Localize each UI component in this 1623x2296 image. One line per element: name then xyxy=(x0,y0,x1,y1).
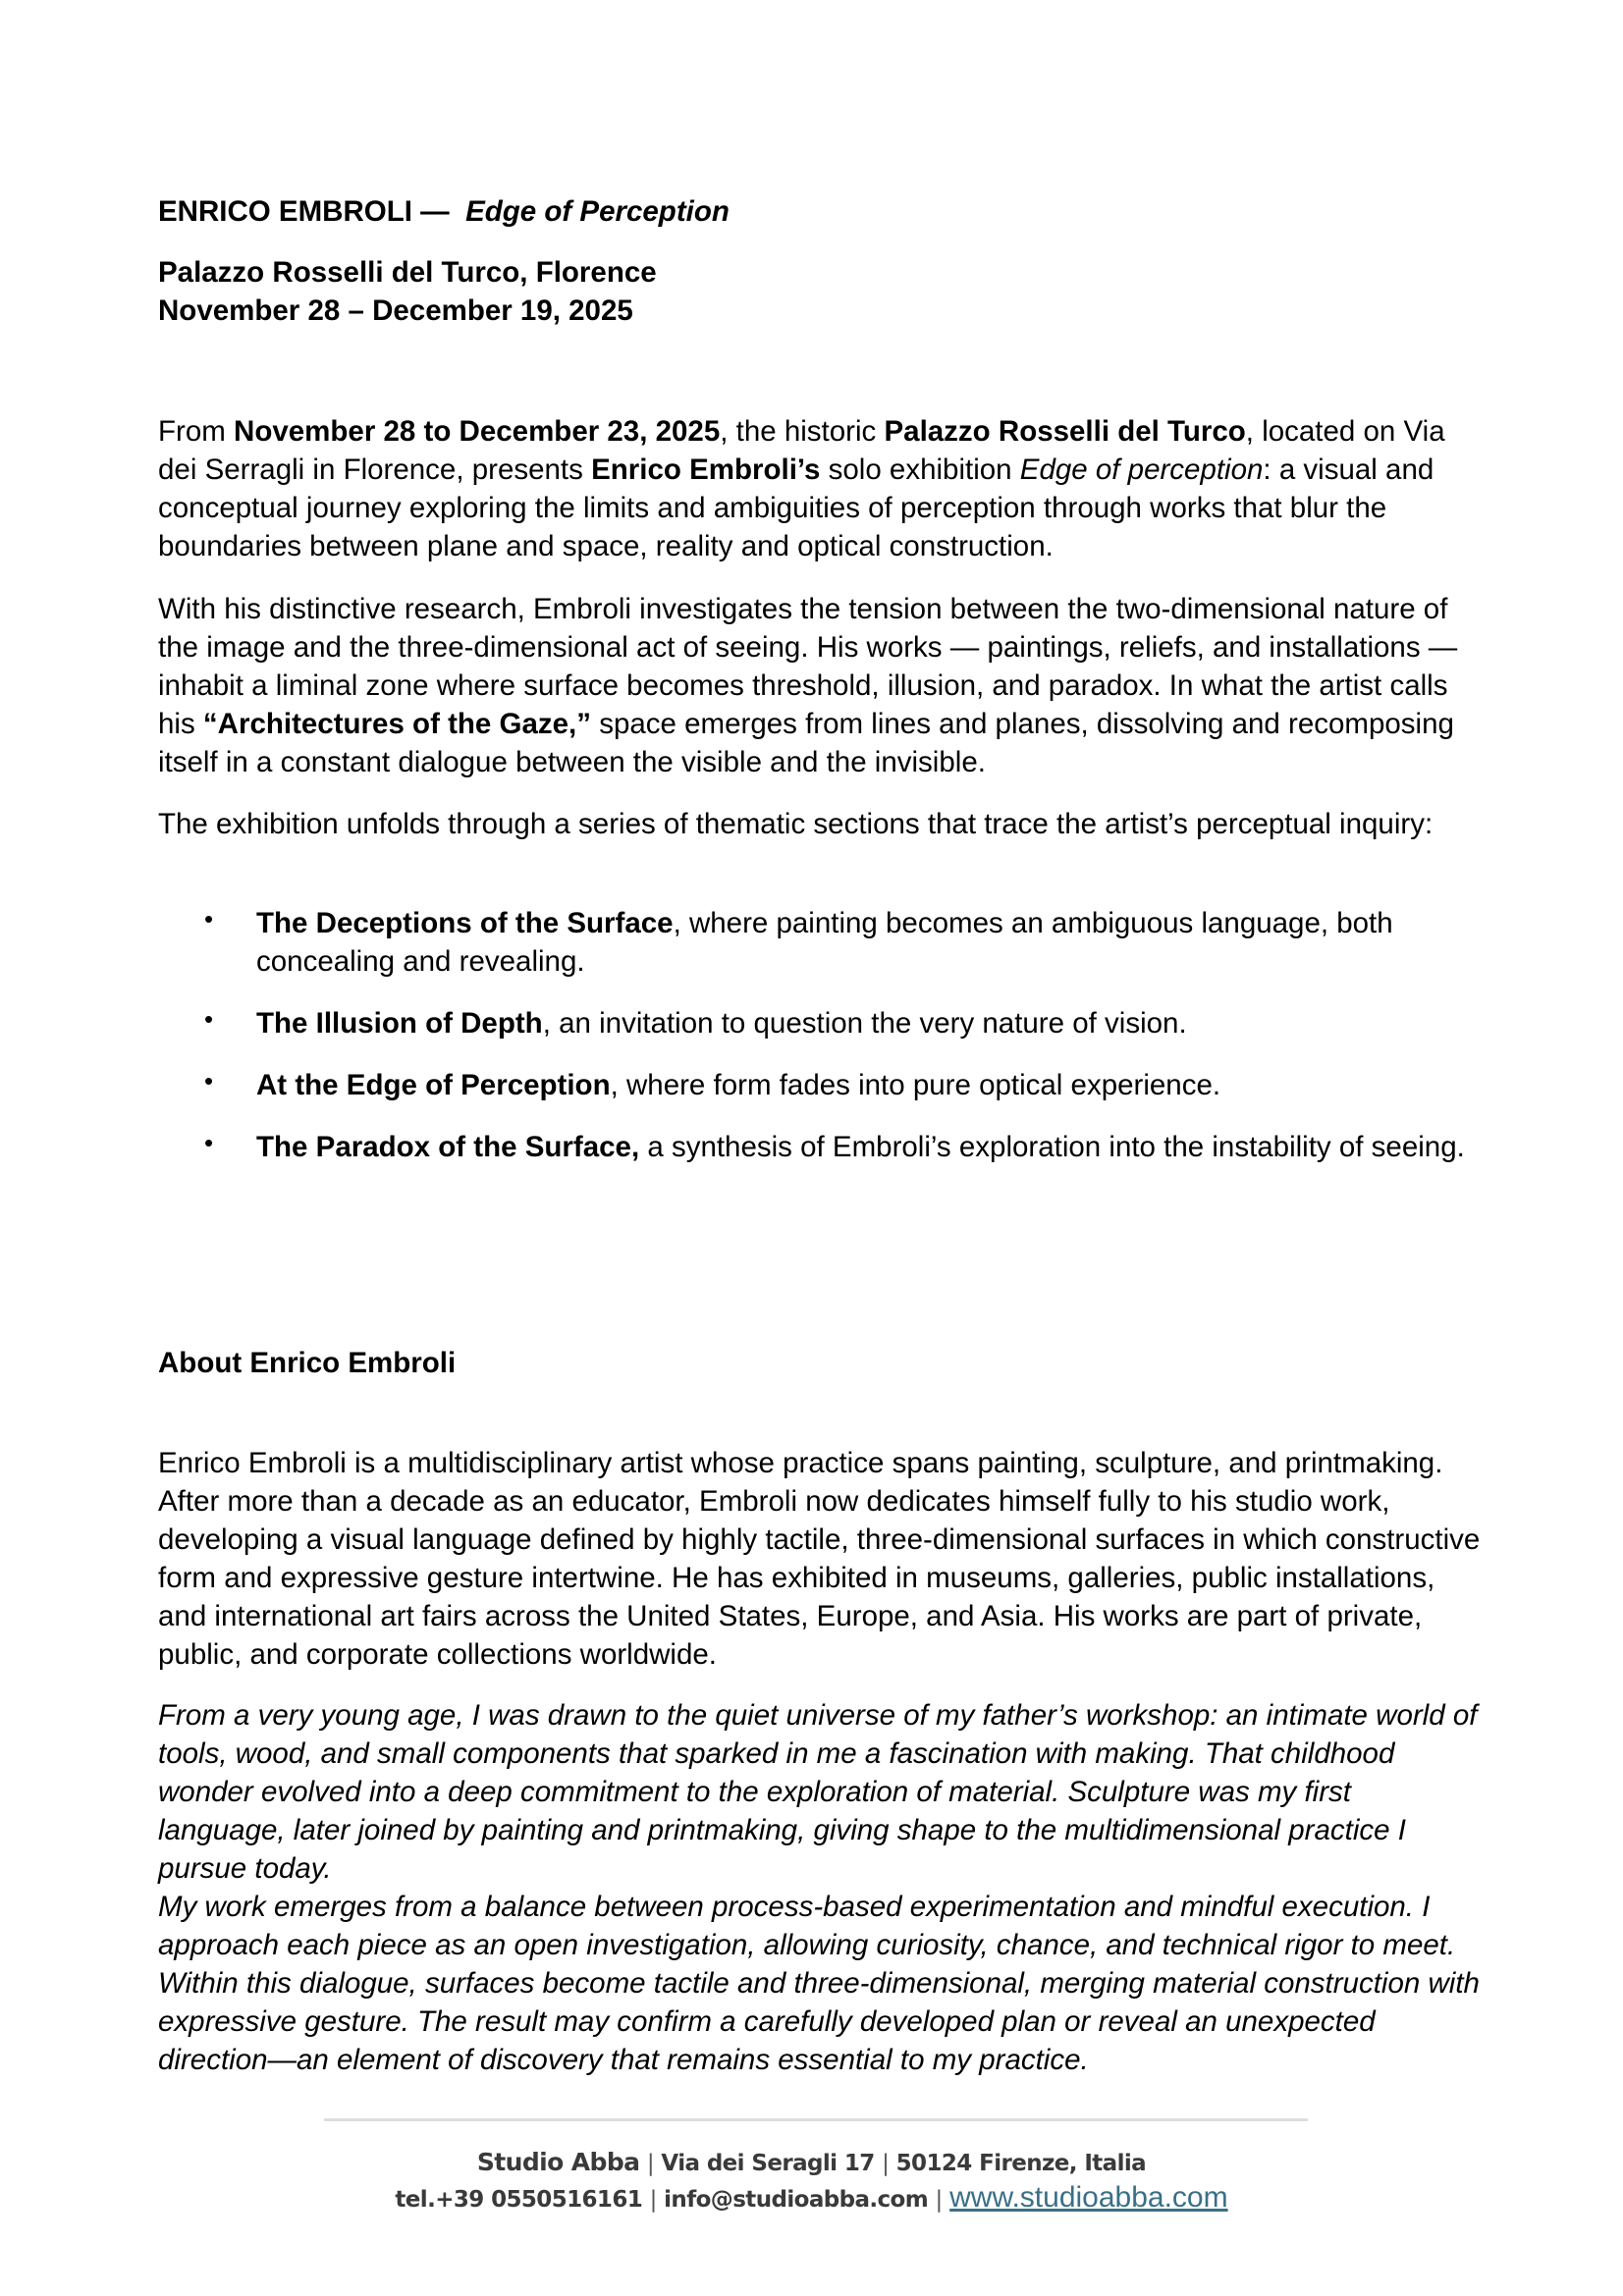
section-title: The Deceptions of the Surface xyxy=(256,907,674,939)
studio-name: Studio Abba xyxy=(476,2148,640,2176)
section-text: , an invitation to question the very nature of vision. xyxy=(542,1007,1187,1040)
text: : a visual and conceptual journey exploring the limits and ambiguities of perception through works that blur the boundaries between plane and space, reality and optical construction. xyxy=(158,454,1434,562)
separator: | xyxy=(935,2187,943,2213)
section-title: The Paradox of the Surface, xyxy=(256,1131,640,1163)
date-range: November 28 to December 23, 2025 xyxy=(234,415,721,448)
bullet-icon: • xyxy=(204,1004,214,1034)
section-title: The Illusion of Depth xyxy=(256,1007,543,1040)
dates: November 28 – December 19, 2025 xyxy=(158,294,633,327)
section-text: a synthesis of Embroli’s exploration into the instability of seeing. xyxy=(639,1131,1465,1163)
bullet-icon: • xyxy=(204,1066,214,1095)
list-item xyxy=(158,1066,1484,1104)
street-address: Via dei Seragli 17 xyxy=(661,2151,875,2176)
list-item xyxy=(158,1128,1484,1166)
intro-paragraph-3: The exhibition unfolds through a series of thematic sections that trace the artist’s perceptual inquiry: xyxy=(158,808,1434,840)
separator: | xyxy=(646,2151,654,2176)
bullet-icon: • xyxy=(204,1128,214,1157)
city: 50124 Firenze, Italia xyxy=(895,2151,1147,2176)
list-item xyxy=(158,1004,1484,1042)
text: , the historic xyxy=(720,415,885,448)
text: solo exhibition xyxy=(820,454,1020,486)
document-title xyxy=(158,192,1484,231)
intro-paragraph-2 xyxy=(158,590,1484,781)
artist-quote-1: From a very young age, I was drawn to the quiet universe of my father’s workshop: an intimate world of tools, wood, and small components that sparked in me a fascination with making. That childhood wonder evolved into a deep commitment to the exploration of material. Sculpture was my first language, later joined by painting and printmaking, giving shape to the multidimensional practice I pursue today. xyxy=(158,1699,1478,1885)
footer-divider xyxy=(324,2118,1308,2121)
website-link[interactable]: www.studioabba.com xyxy=(949,2181,1228,2214)
separator: | xyxy=(882,2151,890,2176)
section-text: , where painting becomes an ambiguous language, both concealing and revealing. xyxy=(256,907,1393,978)
footer-address xyxy=(0,2148,1623,2176)
separator: | xyxy=(649,2187,657,2213)
text: From xyxy=(158,415,235,448)
about-heading: About Enrico Embroli xyxy=(158,1347,457,1379)
artist-name: ENRICO EMBROLI — xyxy=(158,195,450,228)
phone: tel.+39 0550516161 xyxy=(395,2187,643,2213)
bullet-icon: • xyxy=(204,904,214,934)
footer-contacts xyxy=(0,2181,1623,2215)
artist-quote-2: My work emerges from a balance between process-based experimentation and mindful execution. I approach each piece as an open investigation, allowing curiosity, chance, and technical rigor to meet. Within this dialogue, surfaces become tactile and three-dimensional, merging material construction with expressive gesture. The result may confirm a carefully developed plan or reveal an unexpected direction—an element of discovery that remains essential to my practice. xyxy=(158,1891,1480,2076)
section-title: At the Edge of Perception xyxy=(256,1069,611,1101)
exhibition-name-italic: Edge of perception xyxy=(1019,454,1264,486)
section-text: , where form fades into pure optical experience. xyxy=(610,1069,1221,1101)
venue-name: Palazzo Rosselli del Turco xyxy=(884,415,1246,448)
bio-paragraph: Enrico Embroli is a multidisciplinary artist whose practice spans painting, sculpture, and printmaking. After more than a decade as an educator, Embroli now dedicates himself fully to his studio work, developing a visual language defined by highly tactile, three-dimensional surfaces in which constructive form and expressive gesture intertwine. He has exhibited in museums, galleries, public installations, and international art fairs across the United States, Europe, and Asia. His works are part of private, public, and corporate collections worldwide. xyxy=(158,1447,1481,1671)
text: With his distinctive research, Embroli investigates the tension between the two-dimensional nature of the image and the three-dimensional act of seeing. His works — paintings, reliefs, and installations — inhabit a liminal zone where surface becomes threshold, illusion, and paradox. In what the artist calls his xyxy=(158,593,1458,740)
list-item xyxy=(158,904,1484,981)
exhibition-title: Edge of Perception xyxy=(465,195,730,228)
venue: Palazzo Rosselli del Turco, Florence xyxy=(158,256,657,289)
section-list xyxy=(158,904,1484,1190)
text: , located on Via dei Serragli in Florence, presents xyxy=(158,415,1445,486)
architectures-of-the-gaze: “Architectures of the Gaze,” xyxy=(202,708,591,740)
email-link[interactable]: info@studioabba.com xyxy=(664,2187,929,2213)
artist-name-bold: Enrico Embroli’s xyxy=(591,454,821,486)
intro-paragraph-1 xyxy=(158,412,1484,565)
text: space emerges from lines and planes, dissolving and recomposing itself in a constant dialogue between the visible and the invisible. xyxy=(158,708,1454,778)
